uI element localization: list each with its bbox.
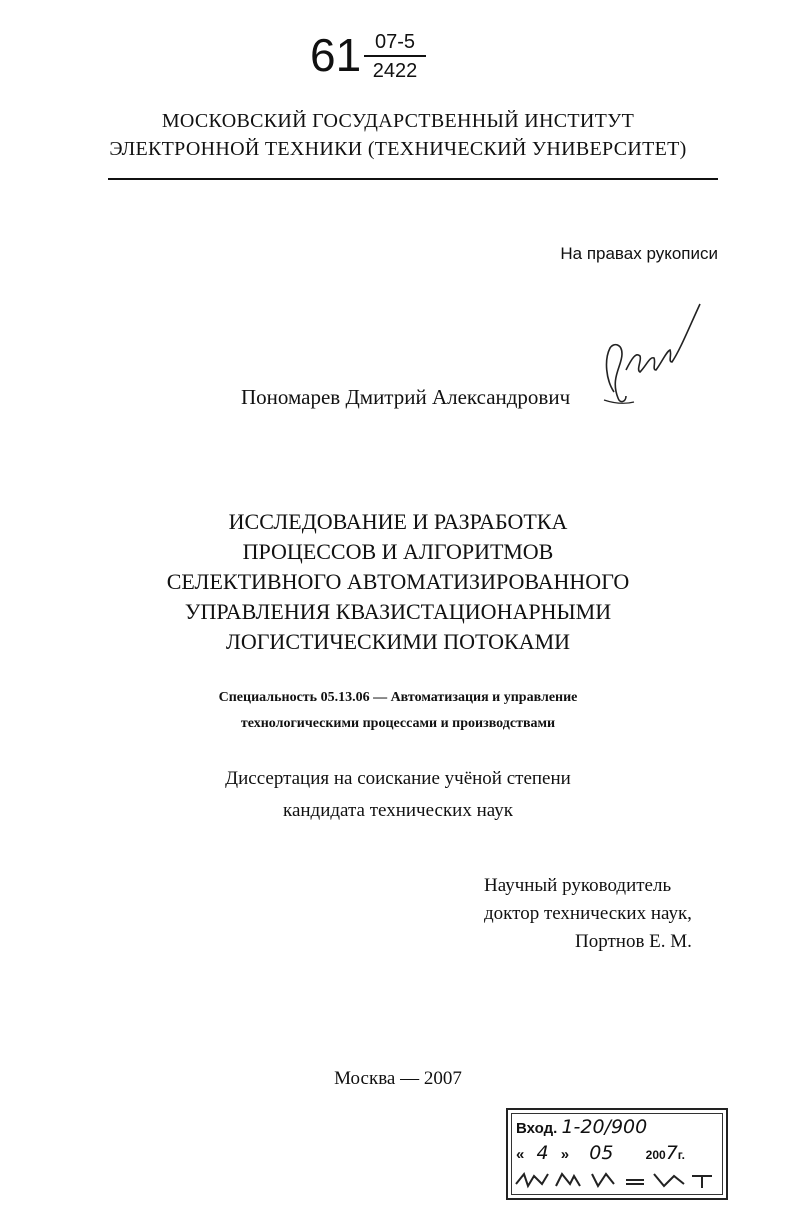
catalog-denominator: 2422 (372, 60, 418, 82)
catalog-main: 61 (310, 29, 362, 81)
title-line: ЛОГИСТИЧЕСКИМИ ПОТОКАМИ (225, 629, 571, 654)
fraction-bar (364, 55, 426, 57)
supervisor-block (484, 872, 692, 956)
city-year: Москва — 2007 (334, 1068, 462, 1089)
stamp-day: 4 (536, 1142, 549, 1164)
author-signature-icon (596, 300, 716, 410)
title-line: УПРАВЛЕНИЯ КВАЗИСТАЦИОНАРНЫМИ (184, 599, 612, 624)
title-line: ИССЛЕДОВАНИЕ И РАЗРАБОТКА (228, 509, 568, 534)
catalog-fraction (364, 30, 426, 83)
supervisor-name: Портнов Е. М. (575, 931, 692, 952)
catalog-number (300, 30, 460, 90)
dissertation-title (0, 507, 796, 657)
stamp-line-2 (516, 1142, 716, 1164)
dissertation-degree-line-2: кандидата технических наук (283, 800, 513, 821)
stamp-number: 1-20/900 (561, 1116, 648, 1138)
author-name: Пономарев Дмитрий Александрович (241, 385, 571, 409)
specialty-line-2: технологическими процессами и производствами (240, 716, 556, 731)
stamp-quote-close-icon: » (560, 1146, 570, 1163)
supervisor-role: Научный руководитель (484, 875, 672, 896)
stamp-label: Вход. (516, 1120, 558, 1137)
catalog-numerator: 07-5 (374, 31, 416, 53)
stamp-month: 05 (589, 1142, 614, 1164)
supervisor-degree: доктор технических наук, (484, 903, 692, 924)
stamp-year-prefix: 200 (645, 1148, 666, 1162)
stamp-line-1 (516, 1116, 647, 1138)
institution-line-1: МОСКОВСКИЙ ГОСУДАРСТВЕННЫЙ ИНСТИТУТ (161, 110, 635, 132)
institution-line-2: ЭЛЕКТРОННОЙ ТЕХНИКИ (ТЕХНИЧЕСКИЙ УНИВЕРСИТЕТ) (109, 138, 687, 160)
header-divider (108, 178, 718, 180)
rights-note: На правах рукописи (560, 244, 718, 263)
specialty-line-1: Специальность 05.13.06 — Автоматизация и управление (218, 690, 578, 705)
stamp-illegible-signature-icon (514, 1170, 718, 1190)
stamp-year-suffix: 7 (665, 1142, 678, 1164)
stamp-year-unit: г. (677, 1148, 685, 1162)
title-line: СЕЛЕКТИВНОГО АВТОМАТИЗИРОВАННОГО (166, 569, 630, 594)
title-line: ПРОЦЕССОВ И АЛГОРИТМОВ (242, 539, 554, 564)
registration-stamp (506, 1108, 728, 1200)
dissertation-degree-line-1: Диссертация на соискание учёной степени (225, 768, 571, 789)
stamp-quote-open-icon: « (516, 1146, 525, 1163)
